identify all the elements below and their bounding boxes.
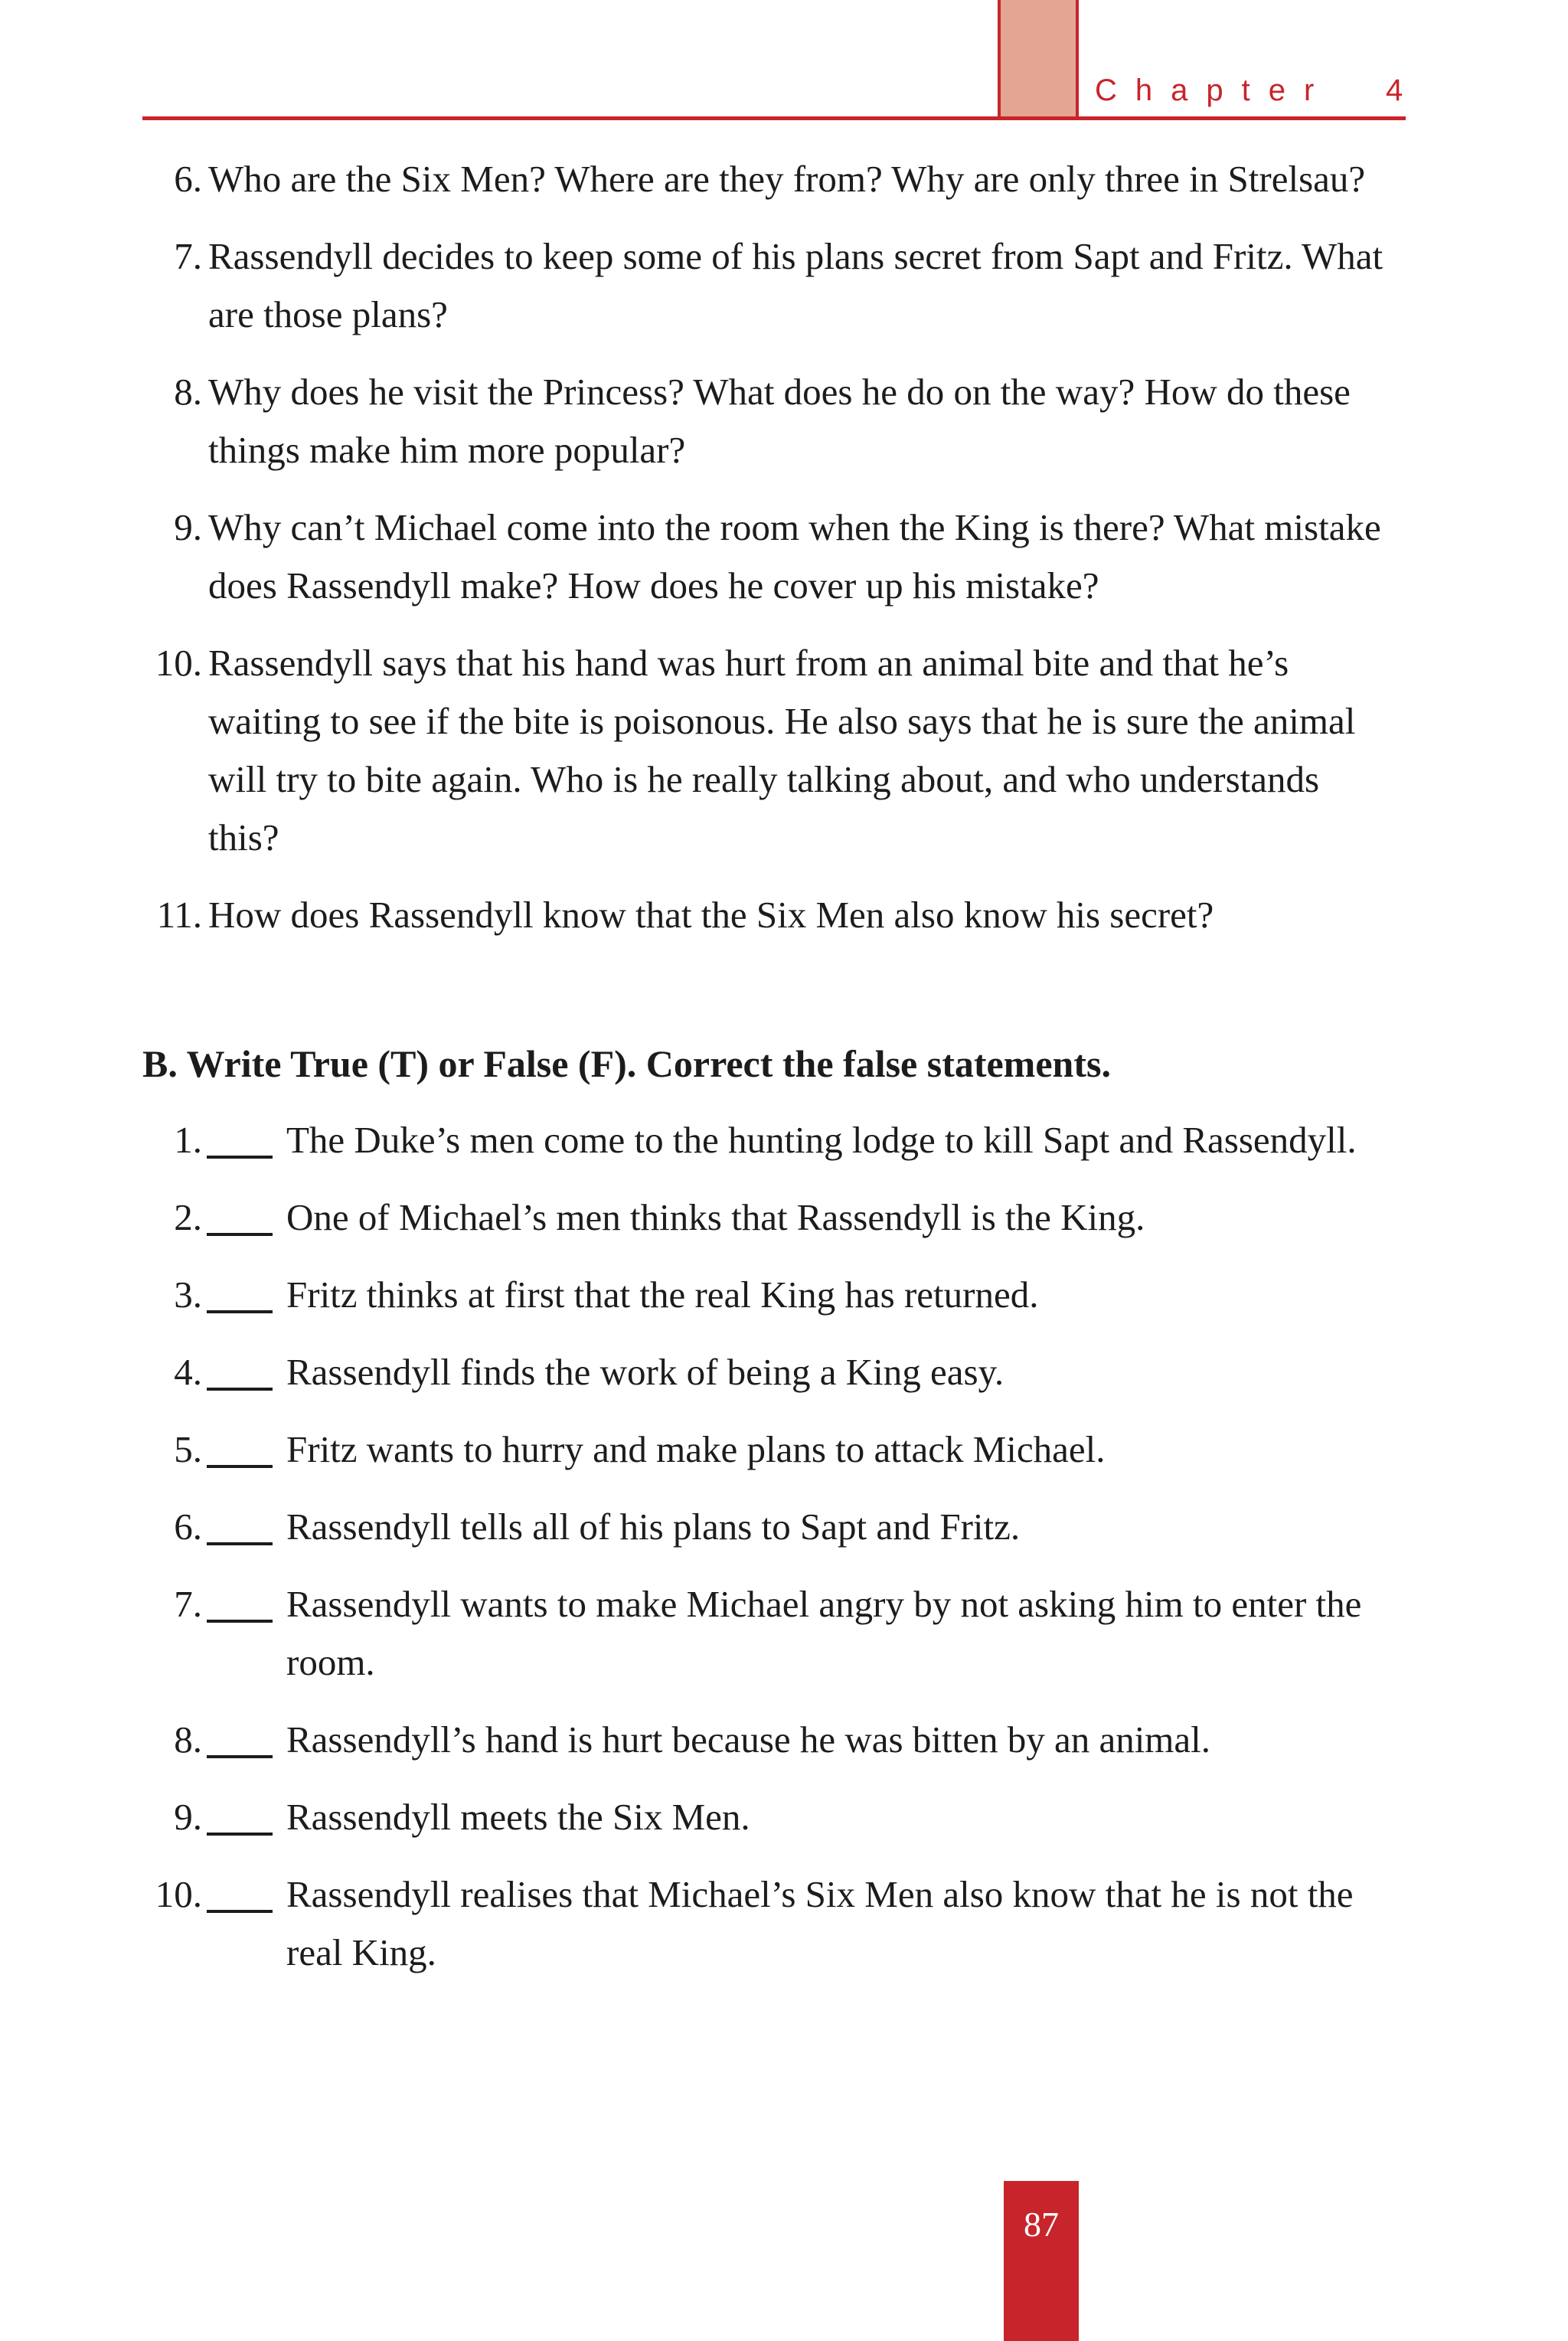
statement-number: 10. bbox=[155, 1873, 202, 1915]
statement-number: 3. bbox=[174, 1273, 202, 1316]
question-number: 10. bbox=[155, 642, 202, 684]
statement-item bbox=[0, 1266, 1568, 1324]
statement-item bbox=[0, 1188, 1568, 1247]
statement-number: 1. bbox=[174, 1119, 202, 1161]
statement-number: 4. bbox=[174, 1351, 202, 1393]
statement-text: Rassendyll wants to make Michael angry by not asking him to enter the room. bbox=[286, 1583, 1362, 1683]
header-rule bbox=[142, 116, 1406, 120]
statement-item bbox=[0, 1498, 1568, 1556]
answer-blank[interactable] bbox=[207, 1343, 273, 1401]
statement-number: 8. bbox=[174, 1718, 202, 1761]
header-tab-decoration bbox=[998, 0, 1079, 120]
answer-blank[interactable] bbox=[207, 1266, 273, 1324]
statement-text: Rassendyll tells all of his plans to Sapt and Fritz. bbox=[286, 1506, 1021, 1548]
chapter-label: Chapter bbox=[1095, 74, 1333, 107]
answer-blank[interactable] bbox=[207, 1188, 273, 1247]
question-item bbox=[0, 634, 1568, 867]
statement-number: 5. bbox=[174, 1428, 202, 1470]
answer-blank[interactable] bbox=[207, 1788, 273, 1846]
answer-blank[interactable] bbox=[207, 1421, 273, 1479]
question-item bbox=[0, 150, 1568, 208]
question-text: How does Rassendyll know that the Six Men also know his secret? bbox=[208, 894, 1214, 936]
statement-text: Rassendyll realises that Michael’s Six Men also know that he is not the real King. bbox=[286, 1873, 1354, 1973]
statement-item bbox=[0, 1575, 1568, 1692]
statement-text: Rassendyll meets the Six Men. bbox=[286, 1796, 750, 1838]
statement-item bbox=[0, 1788, 1568, 1846]
question-item bbox=[0, 363, 1568, 479]
page-number-tab bbox=[1004, 2181, 1079, 2341]
statement-number: 7. bbox=[174, 1583, 202, 1625]
statement-text: Fritz thinks at first that the real King has returned. bbox=[286, 1273, 1039, 1316]
section-a-questions bbox=[0, 150, 1568, 944]
question-item bbox=[0, 227, 1568, 344]
answer-blank[interactable] bbox=[207, 1575, 273, 1633]
statement-number: 6. bbox=[174, 1506, 202, 1548]
question-text: Rassendyll says that his hand was hurt from an animal bite and that he’s waiting to see if the bite is poisonous. He also says that he is sure the animal will try to bite again. Who is he really talking about, and who understands this? bbox=[208, 642, 1356, 858]
question-text: Why can’t Michael come into the room when the King is there? What mistake does Rassendyll make? How does he cover up his mistake? bbox=[208, 506, 1381, 607]
answer-blank[interactable] bbox=[207, 1111, 273, 1169]
page-number: 87 bbox=[1024, 2205, 1059, 2244]
question-number: 7. bbox=[174, 235, 202, 277]
statement-item bbox=[0, 1111, 1568, 1169]
question-number: 11. bbox=[156, 894, 202, 936]
question-item bbox=[0, 886, 1568, 944]
chapter-number: 4 bbox=[1386, 74, 1403, 107]
page-content bbox=[0, 150, 1568, 2001]
statement-text: The Duke’s men come to the hunting lodge to kill Sapt and Rassendyll. bbox=[286, 1119, 1357, 1161]
statement-text: Fritz wants to hurry and make plans to attack Michael. bbox=[286, 1428, 1106, 1470]
section-b-heading: B. Write True (T) or False (F). Correct the false statements. bbox=[142, 1042, 1111, 1085]
section-b-statements bbox=[0, 1111, 1568, 1982]
question-number: 9. bbox=[174, 506, 202, 548]
statement-item bbox=[0, 1343, 1568, 1401]
answer-blank[interactable] bbox=[207, 1711, 273, 1769]
answer-blank[interactable] bbox=[207, 1498, 273, 1556]
statement-item bbox=[0, 1421, 1568, 1479]
question-number: 6. bbox=[174, 158, 202, 200]
statement-item bbox=[0, 1865, 1568, 1982]
question-text: Rassendyll decides to keep some of his plans secret from Sapt and Fritz. What are those plans? bbox=[208, 235, 1383, 335]
statement-number: 2. bbox=[174, 1196, 202, 1238]
question-text: Why does he visit the Princess? What does he do on the way? How do these things make him more popular? bbox=[208, 371, 1351, 471]
statement-text: One of Michael’s men thinks that Rassendyll is the King. bbox=[286, 1196, 1145, 1238]
statement-item bbox=[0, 1711, 1568, 1769]
statement-text: Rassendyll finds the work of being a King easy. bbox=[286, 1351, 1004, 1393]
question-text: Who are the Six Men? Where are they from? Why are only three in Strelsau? bbox=[208, 158, 1366, 200]
statement-text: Rassendyll’s hand is hurt because he was bitten by an animal. bbox=[286, 1718, 1211, 1761]
statement-number: 9. bbox=[174, 1796, 202, 1838]
question-item bbox=[0, 499, 1568, 615]
answer-blank[interactable] bbox=[207, 1865, 273, 1924]
question-number: 8. bbox=[174, 371, 202, 413]
